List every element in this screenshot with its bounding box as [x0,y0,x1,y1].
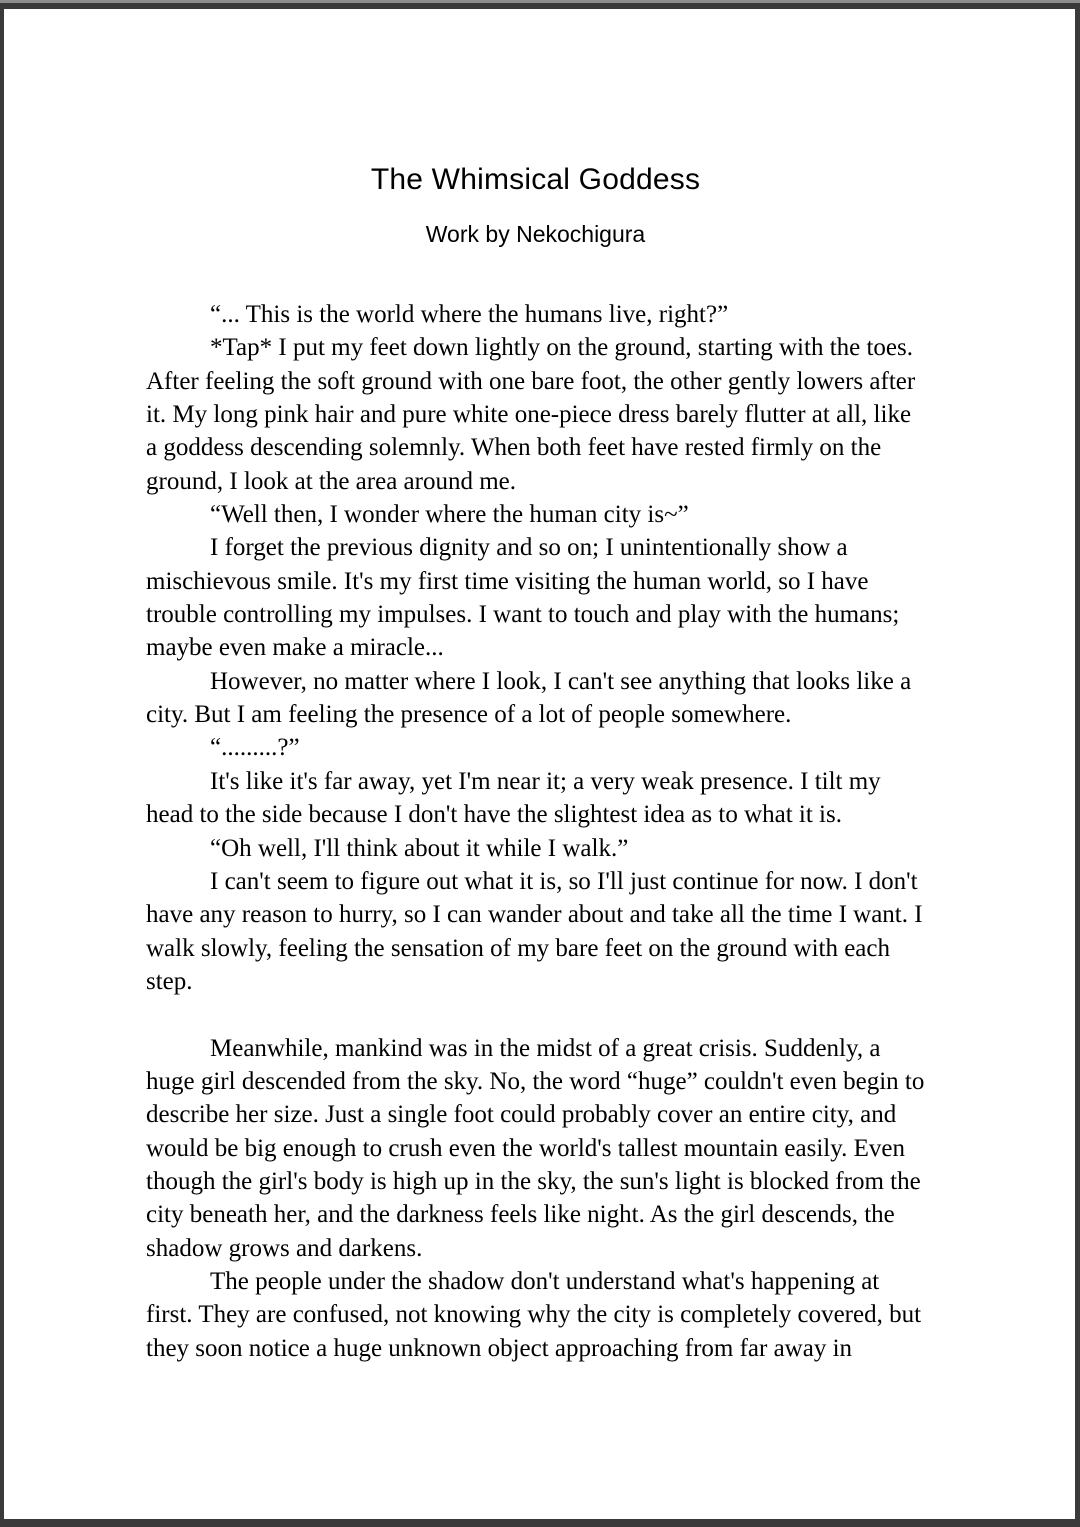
story-paragraph: “Oh well, I'll think about it while I walk.” [210,834,629,862]
story-paragraph: The people under the shadow don't understand what's happening at first. They are confused, not knowing why the city is completely covered, but they soon notice a huge unknown object approaching from far away in [146,1267,922,1362]
story-paragraph: Meanwhile, mankind was in the midst of a great crisis. Suddenly, a huge girl descended from the sky. No, the word “huge” couldn't even begin to describe her size. Just a single foot could probably cover an entire city, and would be big enough to crush even the world's tallest mountain easily. Even though the girl's body is high up in the sky, the sun's light is blocked from the city beneath her, and the darkness feels like night. As the girl descends, the shadow grows and darkens. [146,1034,925,1262]
story-paragraph: “Well then, I wonder where the human city is~” [210,501,689,529]
story-paragraph: “.........?” [210,734,300,762]
story-paragraph: I can't seem to figure out what it is, so I'll just continue for now. I don't have any reason to hurry, so I can wander about and take all the time I want. I walk slowly, feeling the sensation of my bare feet on the ground with each step. [146,867,923,995]
story-paragraph: I forget the previous dignity and so on; I unintentionally show a mischievous smile. It's my first time visiting the human world, so I have trouble controlling my impulses. I want to touch and play with the humans; maybe even make a miracle... [146,534,900,662]
page-title: The Whimsical Goddess [370,163,701,196]
story-paragraph: It's like it's far away, yet I'm near it; a very weak presence. I tilt my head to the side because I don't have the slightest idea as to what it is. [146,767,881,829]
document-page [4,9,1075,1519]
byline: Work by Nekochigura [425,221,646,247]
story-paragraph: “... This is the world where the humans live, right?” [210,301,729,328]
story-body [146,298,925,1365]
story-paragraph: However, no matter where I look, I can't see anything that looks like a city. But I am feeling the presence of a lot of people somewhere. [146,667,912,729]
page-frame-top-edge [0,0,1080,3]
story-paragraph: *Tap* I put my feet down lightly on the ground, starting with the toes. After feeling the soft ground with one bare foot, the other gently lowers after it. My long pink hair and pure white one-piece dress barely flutter at all, like a goddess descending solemnly. When both feet have rested firmly on the ground, I look at the area around me. [146,334,916,495]
